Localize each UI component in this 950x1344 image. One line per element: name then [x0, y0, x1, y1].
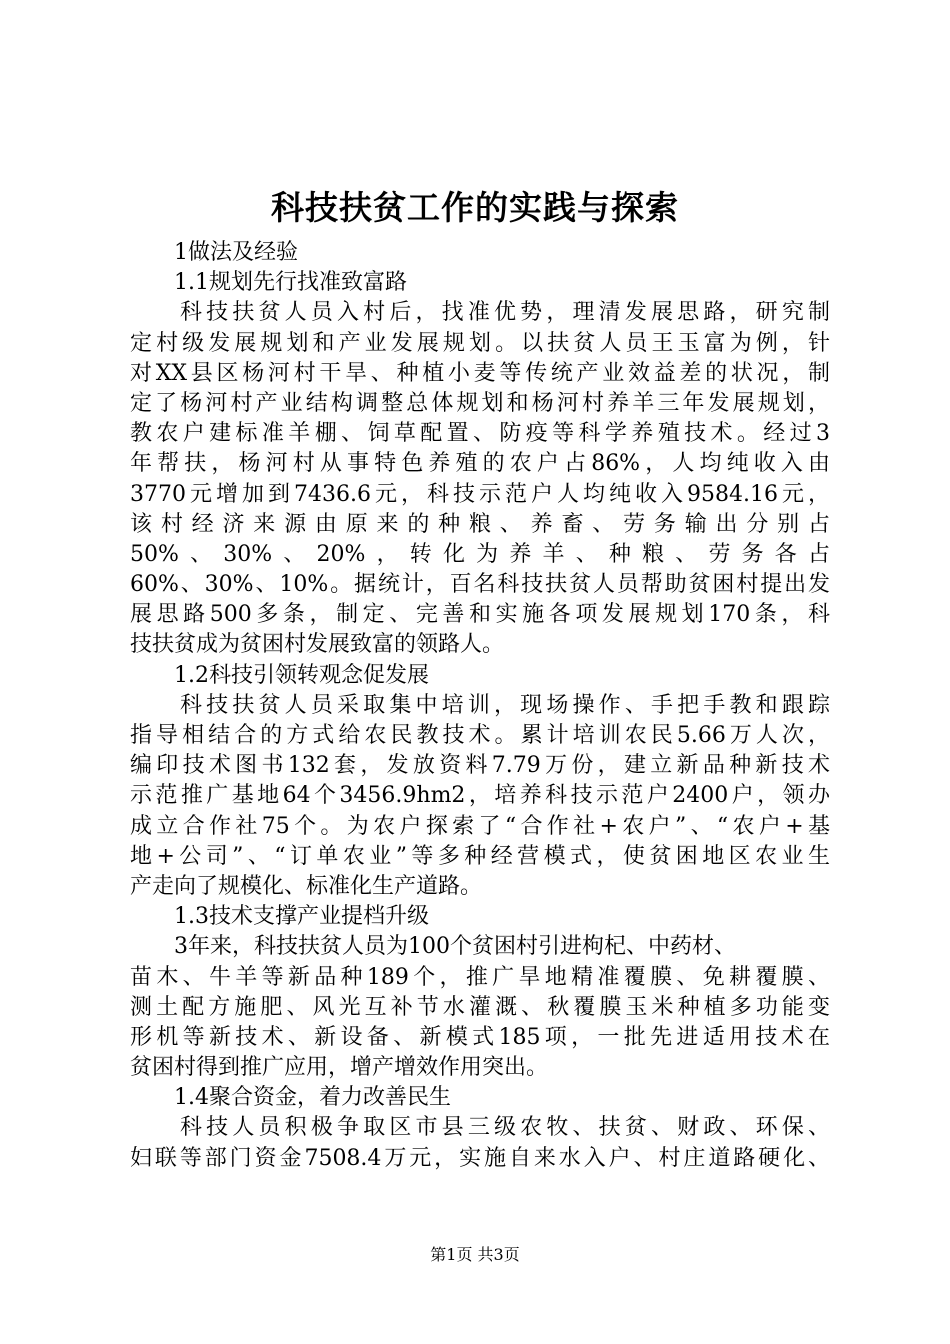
section-heading-line: 1.1规划先行找准致富路	[174, 270, 407, 296]
paragraph-line: 对XX县区杨河村干旱、种植小麦等传统产业效益差的状况，制	[130, 360, 830, 386]
paragraph-line: 年帮扶，杨河村从事特色养殖的农户占86%，人均纯收入由	[130, 451, 830, 477]
page-footer: 第1页 共3页	[430, 1245, 520, 1264]
section-heading-line: 1.3技术支撑产业提档升级	[174, 904, 429, 930]
paragraph-line: 妇联等部门资金7508.4万元，实施自来水入户、村庄道路硬化、	[130, 1145, 830, 1171]
section-heading-line: 1.4聚合资金，着力改善民生	[174, 1085, 451, 1111]
paragraph-line: 技扶贫成为贫困村发展致富的领路人。	[130, 632, 505, 658]
paragraph-line: 贫困村得到推广应用，增产增效作用突出。	[130, 1055, 549, 1081]
paragraph-line: 科技人员积极争取区市县三级农牧、扶贫、财政、环保、	[180, 1115, 830, 1141]
paragraph-line: 苗木、牛羊等新品种189个，推广旱地精准覆膜、免耕覆膜、	[130, 964, 830, 990]
paragraph-line: 展思路500多条，制定、完善和实施各项发展规划170条，科	[130, 602, 830, 628]
paragraph-line: 形机等新技术、新设备、新模式185项，一批先进适用技术在	[130, 1024, 830, 1050]
paragraph-line: 定了杨河村产业结构调整总体规划和杨河村养羊三年发展规划，	[130, 390, 830, 416]
section-heading-line: 3年来，科技扶贫人员为100个贫困村引进枸杞、中药材、	[174, 934, 736, 960]
document-body	[130, 238, 830, 1174]
paragraph-line: 60%、30%、10%。据统计，百名科技扶贫人员帮助贫困村提出发	[130, 572, 830, 598]
section-heading-line: 1.2科技引领转观念促发展	[174, 662, 429, 688]
paragraph-line: 指导相结合的方式给农民教技术。累计培训农民5.66万人次，	[130, 723, 830, 748]
paragraph-line: 科技扶贫人员采取集中培训，现场操作、手把手教和跟踪	[180, 692, 830, 718]
paragraph-line: 编印技术图书132套，发放资料7.79万份，建立新品种新技术	[130, 753, 830, 779]
paragraph-line: 科技扶贫人员入村后，找准优势，理清发展思路，研究制	[180, 300, 830, 326]
paragraph-line: 测土配方施肥、风光互补节水灌溉、秋覆膜玉米种植多功能变	[130, 994, 830, 1020]
paragraph-line: 产走向了规模化、标准化生产道路。	[130, 873, 483, 899]
paragraph-line: 成立合作社75个。为农户探索了“合作社+农户”、“农户+基	[130, 813, 830, 839]
paragraph-line: 3770元增加到7436.6元，科技示范户人均纯收入9584.16元，	[130, 481, 830, 507]
paragraph-line: 示范推广基地64个3456.9hm2，培养科技示范户2400户，领办	[130, 783, 830, 809]
section-heading-line: 1做法及经验	[174, 240, 298, 265]
paragraph-line: 该村经济来源由原来的种粮、养畜、劳务输出分别占	[130, 511, 830, 537]
paragraph-line: 定村级发展规划和产业发展规划。以扶贫人员王玉富为例，针	[130, 330, 830, 356]
paragraph-line: 教农户建标准羊棚、饲草配置、防疫等科学养殖技术。经过3	[130, 421, 830, 447]
document-title: 科技扶贫工作的实践与探索	[271, 188, 679, 227]
paragraph-line: 50%、30%、20%，转化为养羊、种粮、劳务各占	[130, 541, 830, 567]
paragraph-line: 地+公司”、“订单农业”等多种经营模式，使贫困地区农业生	[130, 843, 830, 869]
